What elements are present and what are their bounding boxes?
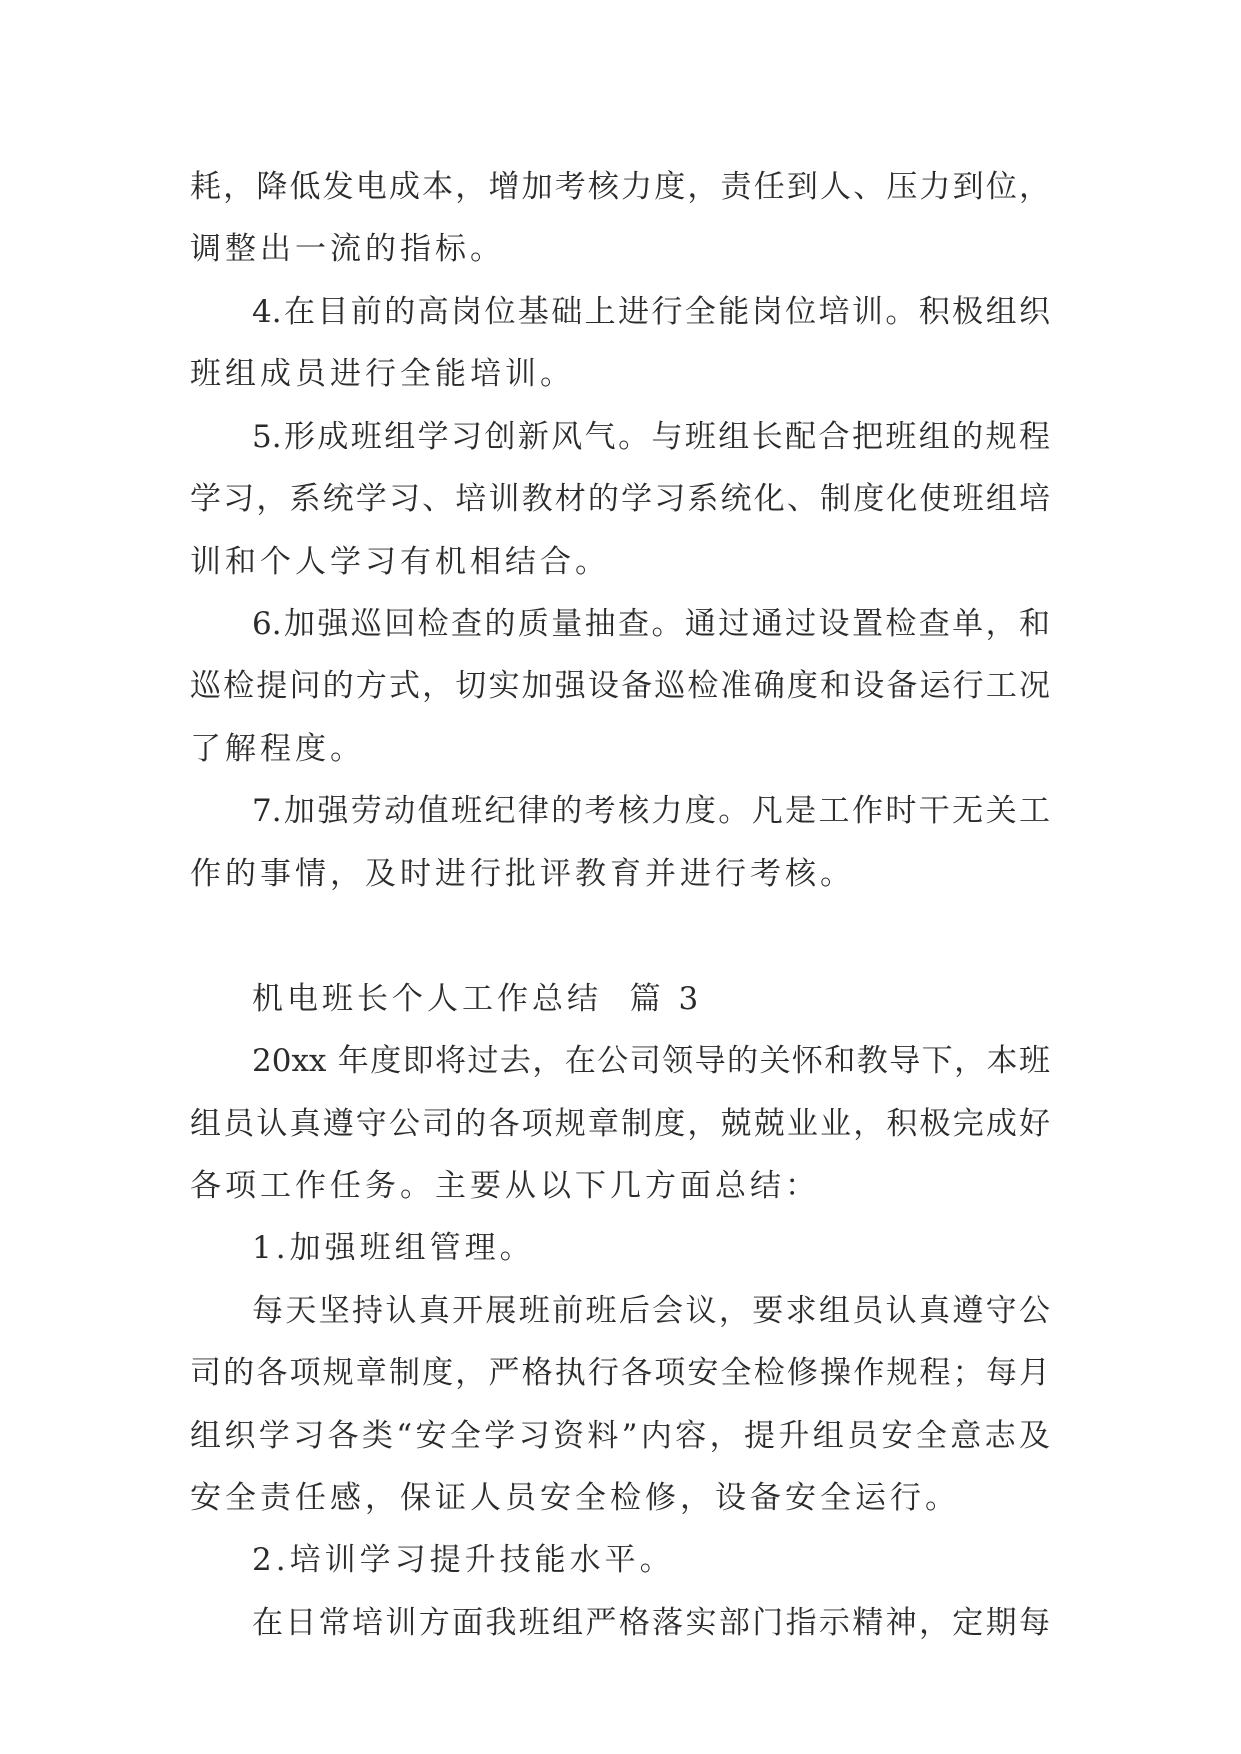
text-line: 安全责任感，保证人员安全检修，设备安全运行。 [190,1480,960,1516]
text-line: 学习，系统学习、培训教材的学习系统化、制度化使班组培 [190,481,1050,517]
text-line: 了解程度。 [190,731,365,767]
text-line: 作的事情，及时进行批评教育并进行考核。 [190,856,855,892]
text-line: 调整出一流的指标。 [190,231,505,267]
text-line: 20xx 年度即将过去，在公司领导的关怀和教导下，本班 [252,1043,1050,1079]
section-heading: 机电班长个人工作总结 篇 3 [252,981,703,1017]
text-line: 组员认真遵守公司的各项规章制度，兢兢业业，积极完成好 [190,1106,1050,1142]
text-line: 每天坚持认真开展班前班后会议，要求组员认真遵守公 [252,1293,1050,1329]
text-line: 班组成员进行全能培训。 [190,356,575,392]
text-line: 巡检提问的方式，切实加强设备巡检准确度和设备运行工况 [190,668,1050,704]
text-line: 耗，降低发电成本，增加考核力度，责任到人、压力到位， [190,169,1050,205]
text-line: 2.培训学习提升技能水平。 [252,1542,675,1578]
text-line: 各项工作任务。主要从以下几方面总结： [190,1168,820,1204]
text-line: 5.形成班组学习创新风气。与班组长配合把班组的规程 [252,419,1050,455]
text-line: 1.加强班组管理。 [252,1230,535,1266]
text-line: 训和个人学习有机相结合。 [190,544,610,580]
text-line: 司的各项规章制度，严格执行各项安全检修操作规程；每月 [190,1355,1050,1391]
text-line: 组织学习各类“安全学习资料”内容，提升组员安全意志及 [190,1418,1050,1454]
text-line: 6.加强巡回检查的质量抽查。通过通过设置检查单，和 [252,606,1050,642]
text-line: 4.在目前的高岗位基础上进行全能岗位培训。积极组织 [252,294,1050,330]
text-line: 在日常培训方面我班组严格落实部门指示精神，定期每 [252,1605,1050,1641]
text-line: 7.加强劳动值班纪律的考核力度。凡是工作时干无关工 [252,793,1050,829]
